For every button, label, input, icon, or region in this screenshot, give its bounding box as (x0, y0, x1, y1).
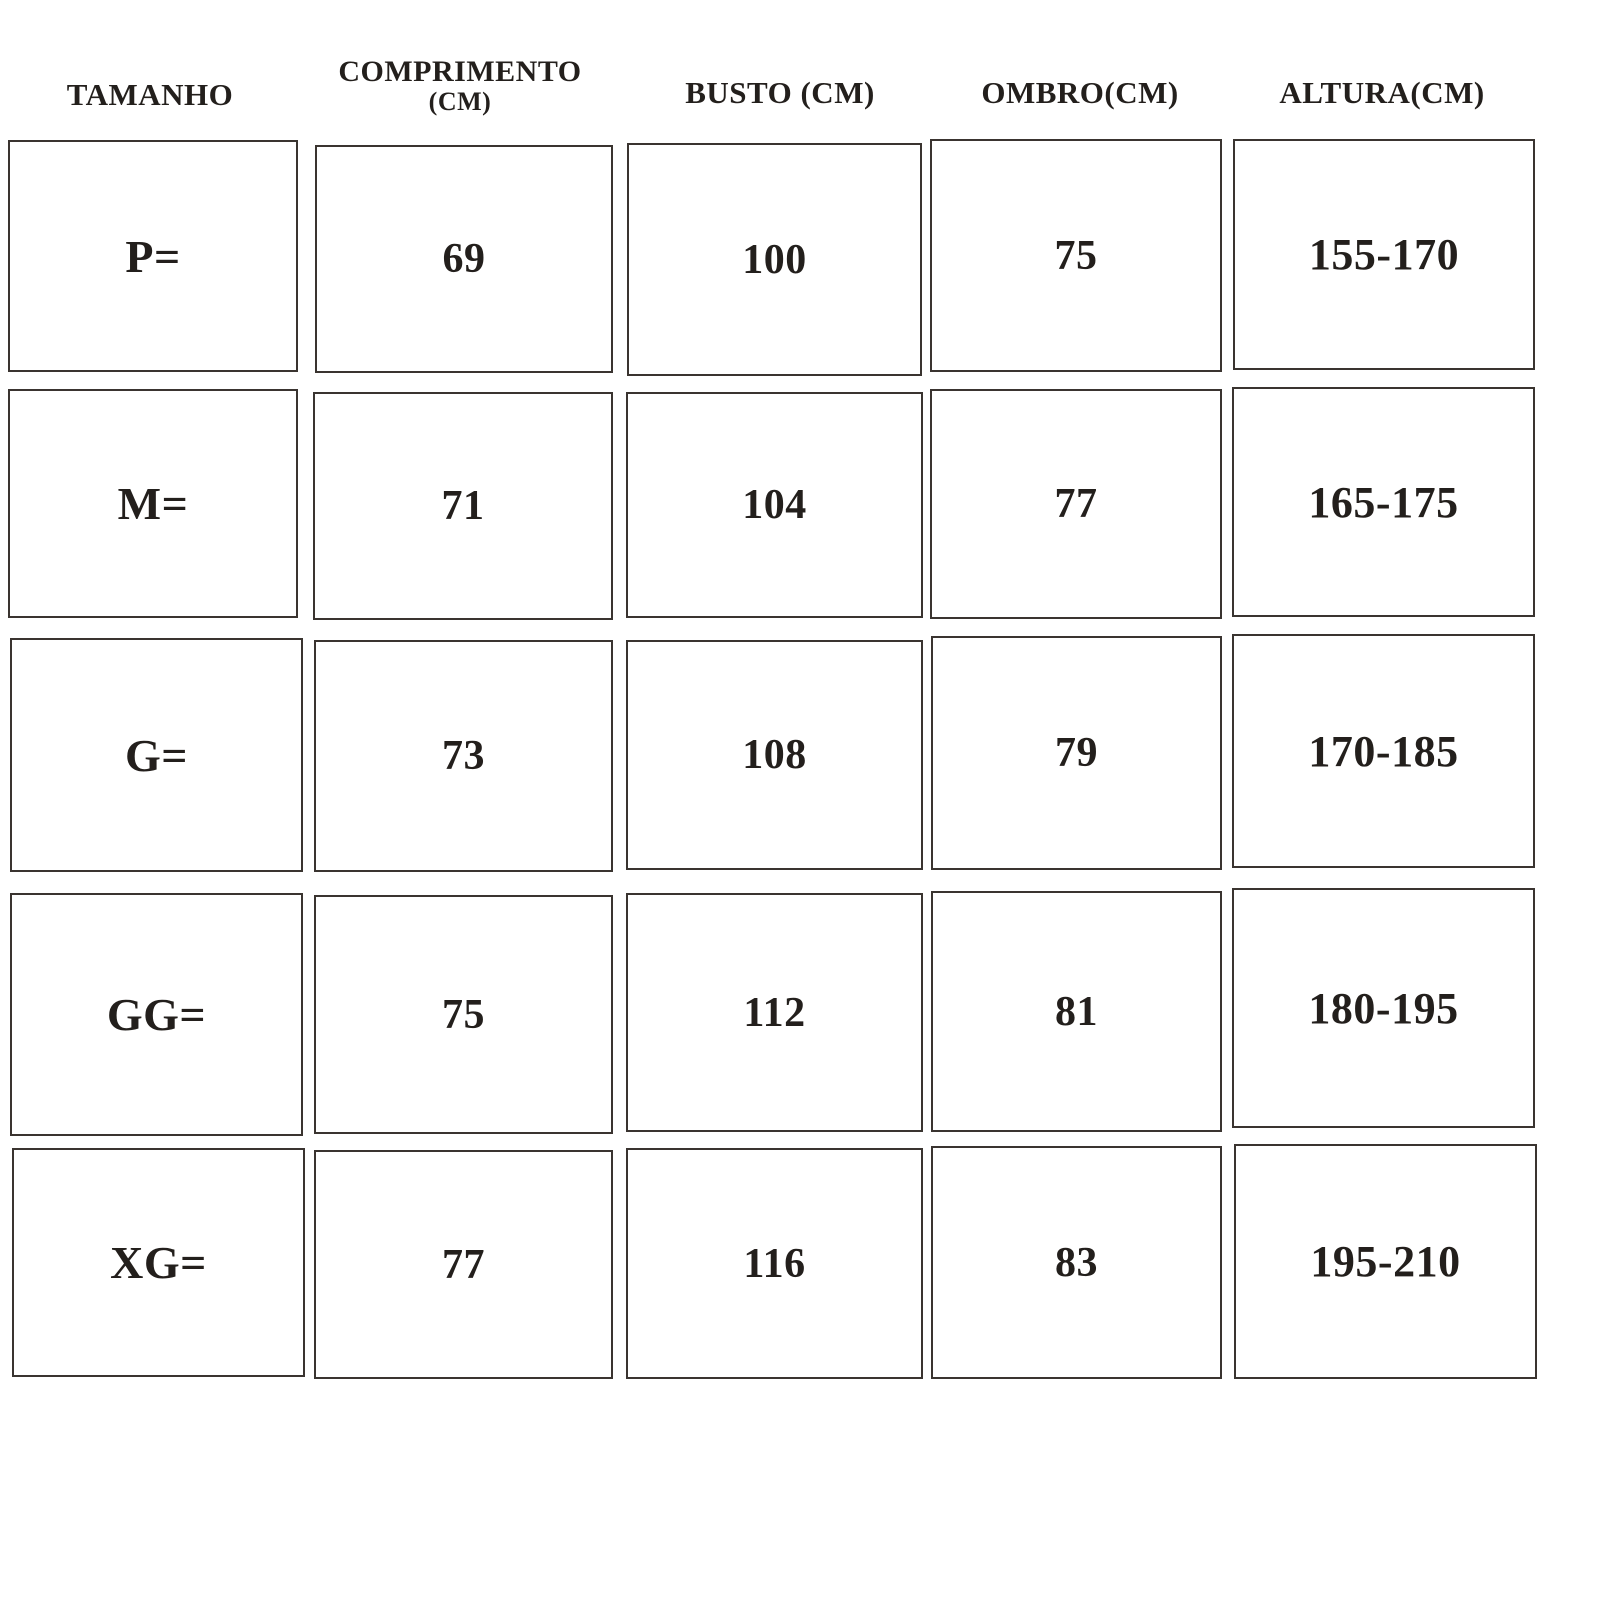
table-cell-size (8, 389, 298, 618)
cell-value: 71 (441, 483, 485, 529)
table-cell-ombro (930, 389, 1222, 619)
cell-value: 75 (1054, 232, 1098, 279)
cell-value: 75 (442, 991, 485, 1038)
column-header-tamanho (10, 78, 290, 111)
table-cell-size (8, 140, 298, 372)
table-cell-comprimento (314, 895, 613, 1134)
cell-value: 165-175 (1308, 477, 1459, 527)
cell-value: 77 (1054, 481, 1098, 527)
column-header-altura (1232, 76, 1532, 109)
column-header-busto-label: BUSTO (CM) (685, 75, 875, 110)
table-cell-comprimento (314, 640, 613, 872)
table-cell-ombro (930, 139, 1222, 372)
cell-value: 77 (442, 1241, 485, 1288)
column-header-ombro-label: OMBRO(CM) (981, 75, 1179, 110)
table-cell-altura (1232, 634, 1535, 868)
cell-value: P= (125, 230, 181, 282)
table-cell-busto (626, 1148, 923, 1379)
column-header-comprimento-label: COMPRIMENTO (338, 55, 582, 88)
table-cell-busto (626, 640, 923, 870)
cell-value: 83 (1055, 1239, 1098, 1286)
table-cell-busto (626, 893, 923, 1132)
table-cell-altura (1232, 888, 1535, 1128)
column-header-busto (630, 76, 930, 109)
column-header-ombro (935, 76, 1225, 109)
table-cell-busto (626, 392, 923, 618)
cell-value: 73 (442, 733, 485, 779)
cell-value: 104 (742, 482, 807, 528)
table-cell-altura (1234, 1144, 1537, 1379)
table-header-row (0, 48, 1600, 132)
cell-value: 81 (1055, 988, 1098, 1035)
cell-value: 180-195 (1308, 983, 1459, 1033)
table-cell-altura (1232, 387, 1535, 617)
table-cell-comprimento (314, 1150, 613, 1379)
table-cell-size (12, 1148, 305, 1377)
cell-value: 170-185 (1308, 726, 1459, 776)
cell-value: 116 (743, 1240, 806, 1287)
table-cell-size (10, 638, 303, 872)
cell-value: XG= (110, 1237, 207, 1288)
column-header-comprimento-unit: (CM) (428, 87, 492, 117)
cell-value: 108 (742, 732, 807, 778)
table-cell-ombro (931, 891, 1222, 1132)
table-cell-altura (1233, 139, 1535, 370)
cell-value: 155-170 (1308, 230, 1460, 279)
table-cell-comprimento (315, 145, 613, 373)
cell-value: GG= (106, 989, 207, 1040)
cell-value: 100 (742, 236, 807, 283)
cell-value: 79 (1055, 730, 1098, 776)
column-header-tamanho-label: TAMANHO (66, 77, 234, 112)
column-header-altura-label: ALTURA(CM) (1279, 75, 1485, 110)
table-cell-comprimento (313, 392, 613, 620)
table-cell-ombro (931, 636, 1222, 870)
table-cell-size (10, 893, 303, 1136)
cell-value: 195-210 (1310, 1237, 1461, 1286)
cell-value: 112 (743, 989, 806, 1036)
cell-value: 69 (442, 236, 486, 282)
table-cell-ombro (931, 1146, 1222, 1379)
table-cell-busto (627, 143, 922, 376)
cell-value: M= (117, 478, 189, 529)
cell-value: G= (125, 729, 188, 781)
column-header-comprimento (300, 56, 620, 116)
